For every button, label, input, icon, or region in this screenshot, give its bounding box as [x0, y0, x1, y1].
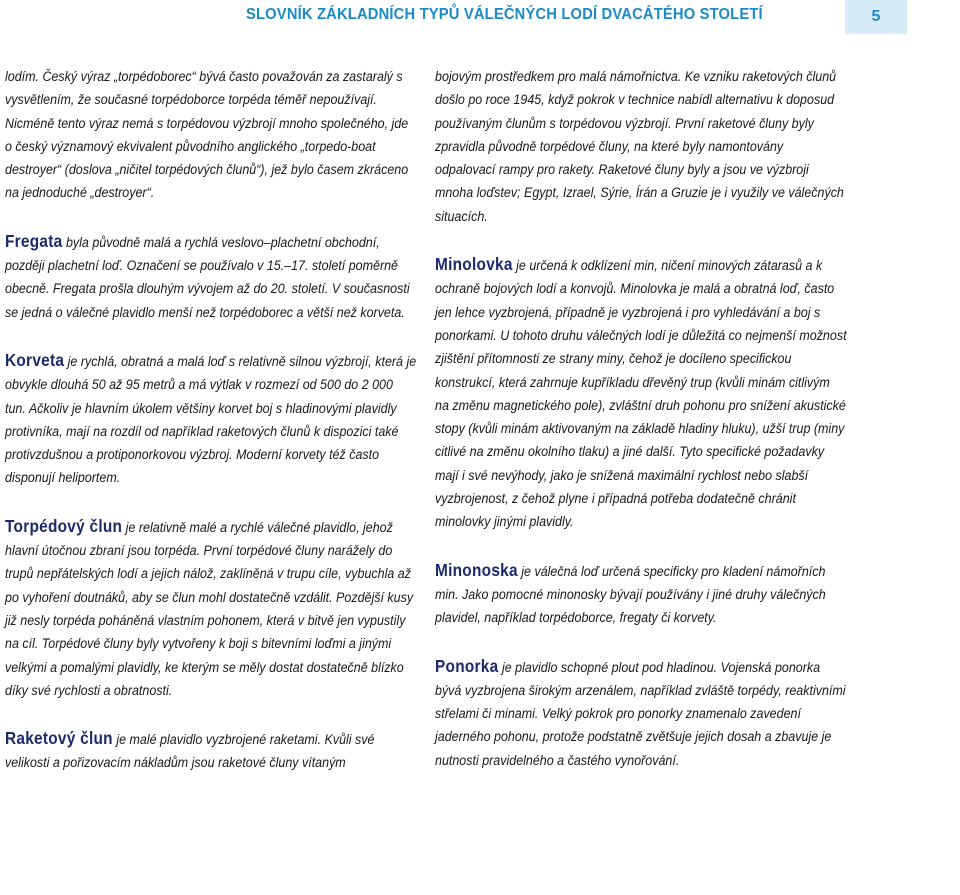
definition-fregata: byla původně malá a rychlá veslovo–plachetní obchodní, později plachetní loď. Označení se používalo v 15.–17. století poměrně obecně. Fregata prošla dlouhým vývojem až do 20. století. V současnosti se jedná o válečné plavidlo menší než torpédoborec a větší než korveta.	[5, 234, 410, 321]
page-number: 5	[871, 8, 881, 25]
definition-torpedovy-clun: je relativně malé a rychlé válečné plavidlo, jehož hlavní útočnou zbraní jsou torpéda. První torpédové čluny narážely do trupů nepřátelských lodí a jejich nálož, zaklíněná v trupu cíle, vybuchla až po vyhoření doutnáků, aby se člun mohl dostatečně vzdálit. Pozdější kusy již nesly torpéda poháněná vlastním pohonem, která v bitvě jen vypustily na cíl. Torpédové čluny byly vytvořeny k boji s bitevními loďmi a jinými velkými a pomalými plavidly, ke kterým se měly dostat dostatečně blízko díky své rychlosti a obratnosti.	[5, 519, 414, 699]
entry-minolovka	[435, 253, 847, 535]
entry-korveta	[5, 349, 417, 491]
entry-ponorka	[435, 655, 847, 773]
term-raketovy-clun: Raketový člun	[5, 728, 113, 749]
entry-raketovy-clun	[5, 727, 417, 776]
definition-korveta: je rychlá, obratná a malá loď s relativně silnou výzbrojí, která je obvykle dlouhá 50 až 95 metrů a má výtlak v rozmezí od 500 do 2 000 tun. Ačkoliv je hlavním úkolem většiny korvet boj s hladinovými plavidly protivníka, mají na rozdíl od například raketových člunů k dispozici také protivzdušnou a protiponorkovou výzbroj. Moderní korvety též často disponují heliportem.	[5, 353, 417, 487]
right-column	[435, 66, 847, 773]
term-fregata: Fregata	[5, 230, 63, 251]
left-column	[5, 66, 417, 776]
page-number-box	[845, 0, 907, 34]
continued-paragraph: bojovým prostředkem pro malá námořnictva. Ke vzniku raketových člunů došlo po roce 1945, když pokrok v technice nabídl alternativu k doposud používaným člunům s torpédovou výzbrojí. První raketové čluny byly zpravidla původně torpédové čluny, na které byly namontovány odpalovací rampy pro rakety. Raketové čluny byly a jsou ve výzbroji mnoha loďstev; Egypt, Izrael, Sýrie, Írán a Gruzie je i využily ve válečných situacích.	[435, 69, 844, 225]
page-header	[0, 0, 960, 38]
term-minonoska: Minonoska	[435, 559, 518, 580]
definition-raketovy-clun: je malé plavidlo vyzbrojené raketami. Kvůli své velikosti a pořizovacím nákladům jsou raketové čluny vítaným	[5, 732, 375, 772]
intro-paragraph: lodím. Český výraz „torpédoborec“ bývá často považován za zastaralý s vysvětlením, že současné torpédoborce torpéda téměř nepoužívají. Nicméně tento výraz nemá s torpédovou výzbrojí mnoho společného, jde o český významový ekvivalent původního anglického „torpedo-boat destroyer“ (doslova „ničitel torpédových člunů“), jež bylo časem zkráceno na jednoduché „destroyer“.	[5, 69, 409, 202]
running-title: SLOVNÍK ZÁKLADNÍCH TYPŮ VÁLEČNÝCH LODÍ DVACÁTÉHO STOLETÍ	[246, 6, 763, 23]
term-torpedovy-clun: Torpédový člun	[5, 515, 123, 536]
definition-ponorka: je plavidlo schopné plout pod hladinou. Vojenská ponorka bývá vyzbrojena širokým arzenálem, například zvláště torpédy, reaktivními střelami či minami. Velký pokrok pro ponorky znamenalo zavedení jaderného pohonu, protože podstatně zvětšuje jejich dosah a zbavuje je nutnosti pravidelného a častého vynořování.	[435, 659, 846, 769]
entry-fregata	[5, 230, 417, 325]
term-korveta: Korveta	[5, 349, 65, 370]
definition-minonoska: je válečná loď určená specificky pro kladení námořních min. Jako pomocné minonosky bývají používány i jiné druhy válečných plavidel, například torpédoborce, fregaty či korvety.	[435, 563, 826, 627]
entry-torpedovy-clun	[5, 515, 417, 703]
term-ponorka: Ponorka	[435, 655, 499, 676]
entry-minonoska	[435, 559, 847, 631]
term-minolovka: Minolovka	[435, 254, 513, 275]
definition-minolovka: je určená k odklízení min, ničení minových zátarasů a k ochraně bojových lodí a konvojů. Minolovka je malá a obratná loď, často jen lehce vyzbrojená, případně je vyzbrojená i pro vyhledávání a boj s ponorkami. U tohoto druhu válečných lodí je důležitá co nejmenší možnost zjištění přítomnosti ze strany miny, čehož je docíleno specifickou konstrukcí, která zahrnuje kupříkladu dřevěný trup (kvůli minám citlivým na změnu magnetického pole), zvláštní druh pohonu pro snížení akustické stopy (kvůli minám aktivovaným na základě hladiny hluku), užší trup (miny citlivé na změnu okolního tlaku) a jiné další. Tyto specifické požadavky mají i své nevýhody, jako je snížená maximální rychlost nebo slabší vyzbrojenost, z čehož plyne i případná potřeba dodatečně chránit minolovky jinými plavidly.	[435, 258, 847, 531]
